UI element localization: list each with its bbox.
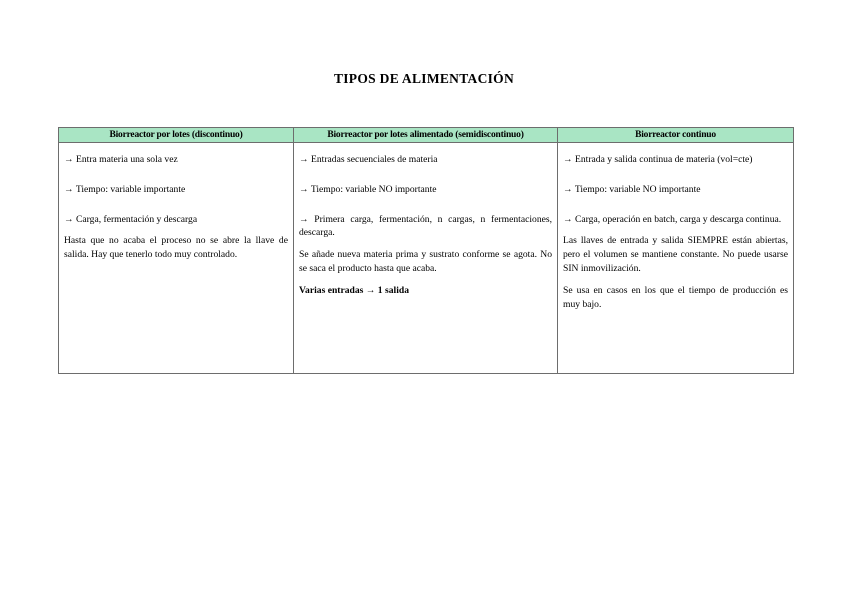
batch-line-1: → Entra materia una sola vez — [64, 154, 178, 165]
header-continuous: Biorreactor continuo — [558, 128, 794, 143]
table-header-row — [59, 128, 794, 143]
feeding-types-table — [58, 127, 794, 374]
fed-batch-line-4: Se añade nueva materia prima y sustrato conforme se agota. No se saca el producto hasta que acaba. — [299, 249, 552, 274]
continuous-line-1: → Entrada y salida continua de materia (vol=cte) — [563, 154, 753, 165]
batch-line-4: Hasta que no acaba el proceso no se abre la llave de salida. Hay que tenerlo todo muy controlado. — [64, 235, 288, 261]
cell-continuous — [558, 143, 794, 374]
fed-batch-line-1: → Entradas secuenciales de materia — [299, 154, 438, 165]
continuous-line-3: → Carga, operación en batch, carga y descarga continua. — [563, 213, 782, 225]
cell-fed-batch — [294, 143, 558, 374]
fed-batch-line-2: → Tiempo: variable NO importante — [299, 183, 437, 195]
table-body-row — [59, 143, 794, 374]
batch-line-2: → Tiempo: variable importante — [64, 183, 186, 195]
page-title: TIPOS DE ALIMENTACIÓN — [333, 71, 515, 86]
continuous-line-2: → Tiempo: variable NO importante — [563, 183, 701, 195]
continuous-line-5: Se usa en casos en los que el tiempo de producción es muy bajo. — [563, 284, 788, 310]
batch-line-3: → Carga, fermentación y descarga — [64, 213, 198, 225]
header-fed-batch: Biorreactor por lotes alimentado (semidiscontinuo) — [294, 128, 558, 143]
continuous-line-4: Las llaves de entrada y salida SIEMPRE están abiertas, pero el volumen se mantiene constante. No puede usarse SIN inmovilización. — [563, 235, 788, 274]
fed-batch-line-3: → Primera carga, fermentación, n cargas, n fermentaciones, descarga. — [299, 213, 552, 239]
fed-batch-line-5: Varias entradas → 1 salida — [299, 284, 409, 296]
cell-batch — [59, 143, 294, 374]
header-batch: Biorreactor por lotes (discontinuo) — [59, 128, 294, 143]
